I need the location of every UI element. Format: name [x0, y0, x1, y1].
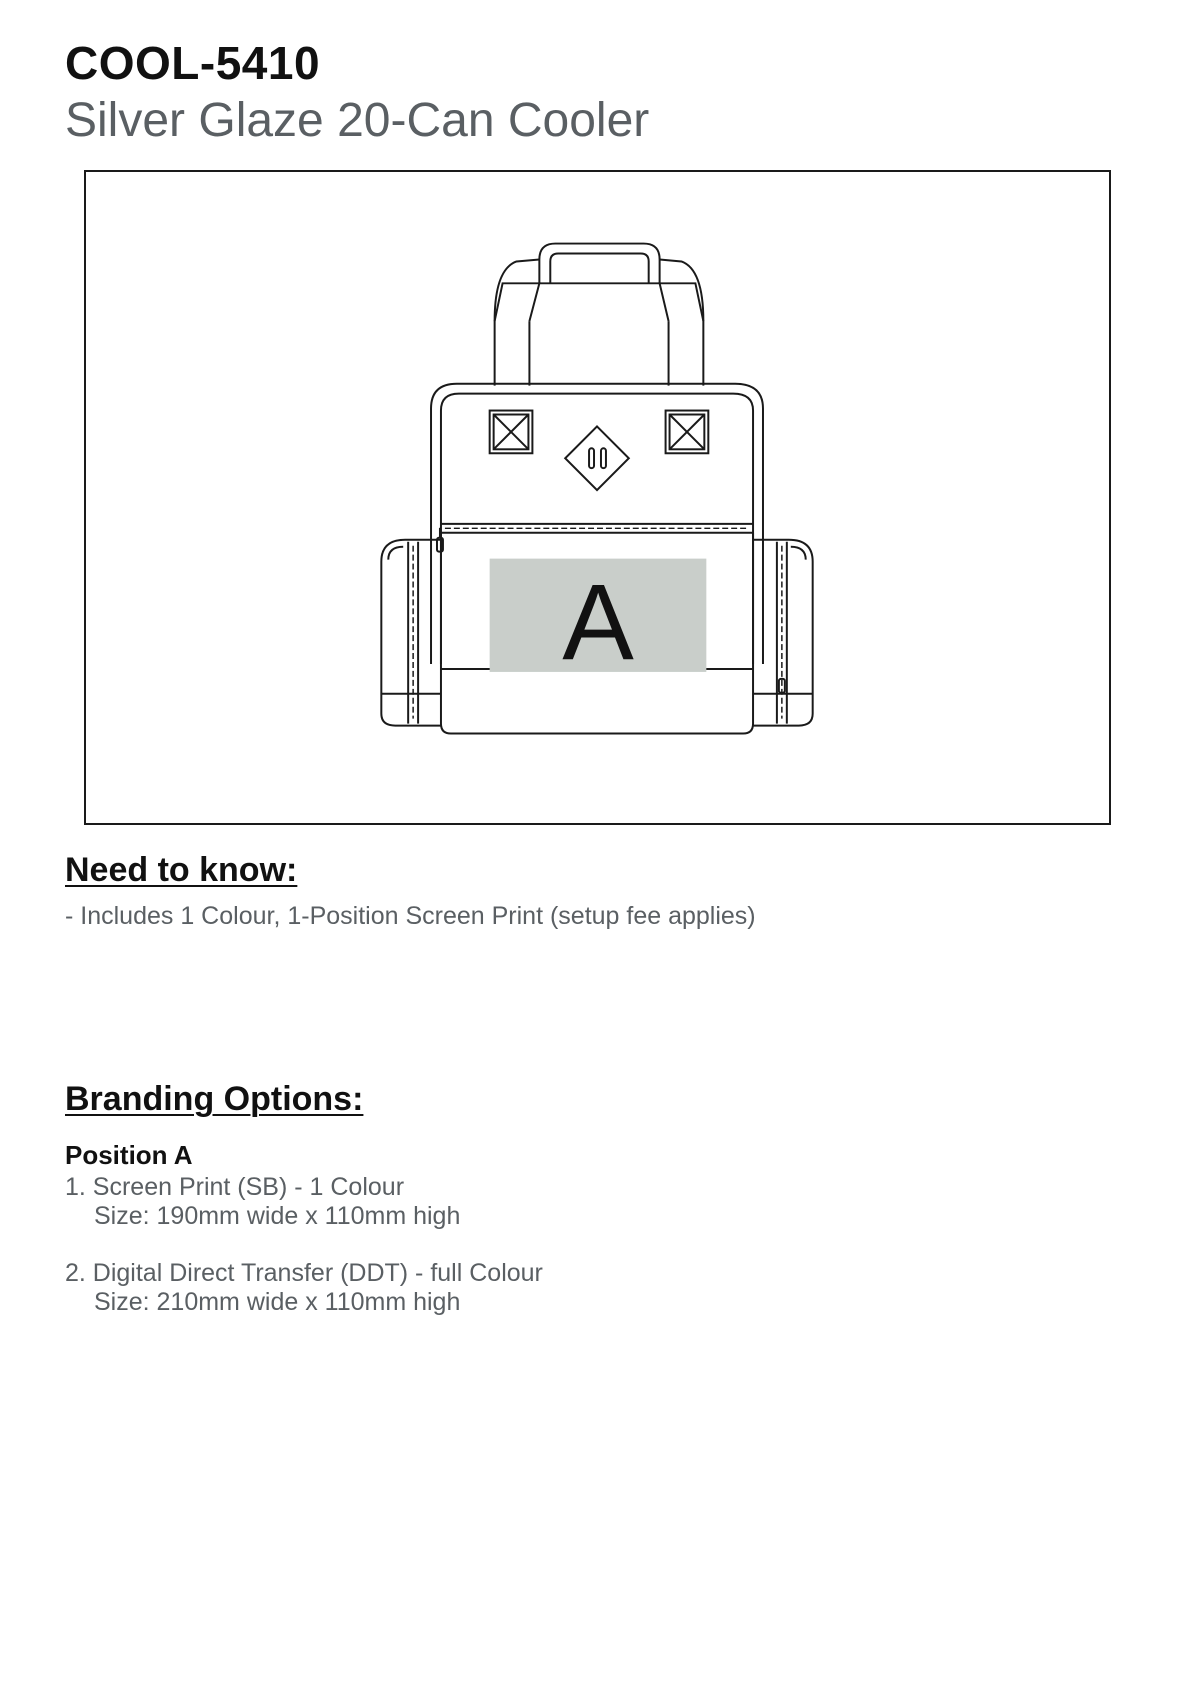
branding-option-screen-print — [65, 1173, 460, 1231]
branding-option-digital-transfer — [65, 1259, 543, 1317]
option-method: 2. Digital Direct Transfer (DDT) - full Colour — [65, 1259, 543, 1287]
print-area-marker: A — [562, 562, 634, 683]
product-illustration-frame — [84, 170, 1111, 825]
product-name: Silver Glaze 20-Can Cooler — [65, 94, 650, 147]
top-handle — [539, 244, 659, 284]
left-buckle — [490, 411, 533, 454]
product-code: COOL-5410 — [65, 37, 321, 89]
option-method: 1. Screen Print (SB) - 1 Colour — [65, 1173, 405, 1201]
position-a-label: Position A — [65, 1140, 193, 1170]
right-buckle — [666, 411, 709, 454]
left-strap — [495, 283, 540, 385]
option-size: Size: 190mm wide x 110mm high — [94, 1202, 461, 1230]
need-to-know-item: - Includes 1 Colour, 1-Position Screen Print (setup fee applies) — [65, 902, 756, 930]
option-size: Size: 210mm wide x 110mm high — [94, 1288, 461, 1316]
diamond-patch — [565, 426, 629, 490]
top-handle-inner — [550, 253, 648, 283]
right-strap — [660, 283, 704, 385]
cooler-bag-line-drawing — [86, 172, 1109, 823]
need-to-know-heading: Need to know: — [65, 851, 298, 889]
branding-options-heading: Branding Options: — [65, 1080, 364, 1118]
